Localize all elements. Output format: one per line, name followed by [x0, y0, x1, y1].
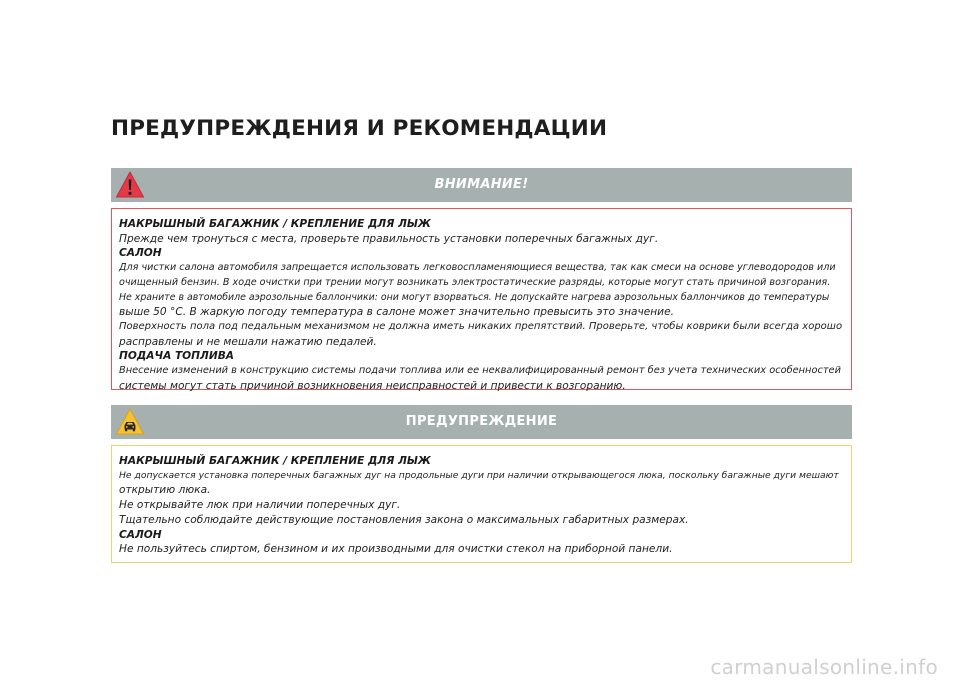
- caution-header-label: ПРЕДУПРЕЖДЕНИЕ: [405, 414, 558, 429]
- warning-line-6: Не храните в автомобиле аэрозольные баллончики: они могут взорваться. Не допускайте нагрева аэрозольных баллончиков до температуры: [119, 291, 830, 303]
- warning-line-2: Прежде чем тронуться с места, проверьте правильность установки поперечных багажных дуг.: [119, 232, 659, 245]
- warning-line-11: Внесение изменений в конструкцию системы подачи топлива или ее неквалифицированный ремонт без учета технических особенностей: [119, 365, 841, 377]
- warning-line-1: НАКРЫШНЫЙ БАГАЖНИК / КРЕПЛЕНИЕ ДЛЯ ЛЫЖ: [119, 218, 431, 230]
- caution-line-7: Не пользуйтесь спиртом, бензином и их производными для очистки стекол на приборной панели.: [119, 543, 673, 556]
- watermark: carmanualsonline.info: [710, 655, 938, 679]
- caution-content-box: [111, 445, 852, 563]
- warning-line-5: очищенный бензин. В ходе очистки при трении могут возникать электростатические разряды, которые могут стать причиной возгорания.: [119, 276, 831, 288]
- warning-header-band: [111, 168, 852, 202]
- caution-line-2: Не допускается установка поперечных багажных дуг на продольные дуги при наличии открывающегося люка, поскольку багажные дуги мешают: [119, 469, 839, 481]
- warning-content-box: [111, 208, 852, 390]
- page-title: ПРЕДУПРЕЖДЕНИЯ И РЕКОМЕНДАЦИИ: [111, 116, 608, 141]
- warning-line-4: Для чистки салона автомобиля запрещается использовать легковоспламеняющиеся вещества, так как смеси на основе углеводородов или: [119, 262, 836, 274]
- warning-header-label: ВНИМАНИЕ!: [434, 177, 529, 192]
- warning-line-7: выше 50 °C. В жаркую погоду температура в салоне может значительно превысить это значение.: [119, 306, 674, 319]
- warning-line-8: Поверхность пола под педальным механизмом не должна иметь никаких препятствий. Проверьте, чтобы коврики были всегда хорошо: [119, 320, 843, 332]
- warning-line-3: САЛОН: [119, 247, 162, 260]
- caution-header-band: [111, 405, 852, 439]
- caution-line-6: САЛОН: [119, 528, 162, 541]
- warning-line-10: ПОДАЧА ТОПЛИВА: [119, 350, 234, 363]
- caution-line-3: открытию люка.: [119, 484, 211, 497]
- caution-line-1: НАКРЫШНЫЙ БАГАЖНИК / КРЕПЛЕНИЕ ДЛЯ ЛЫЖ: [119, 455, 431, 467]
- warning-line-12: системы могут стать причиной возникновения неисправностей и привести к возгоранию.: [119, 379, 626, 392]
- warning-line-9: расправлены и не мешали нажатию педалей.: [119, 335, 377, 348]
- caution-line-4: Не открывайте люк при наличии поперечных дуг.: [119, 499, 401, 512]
- caution-line-5: Тщательно соблюдайте действующие постановления закона о максимальных габаритных размерах.: [119, 513, 689, 526]
